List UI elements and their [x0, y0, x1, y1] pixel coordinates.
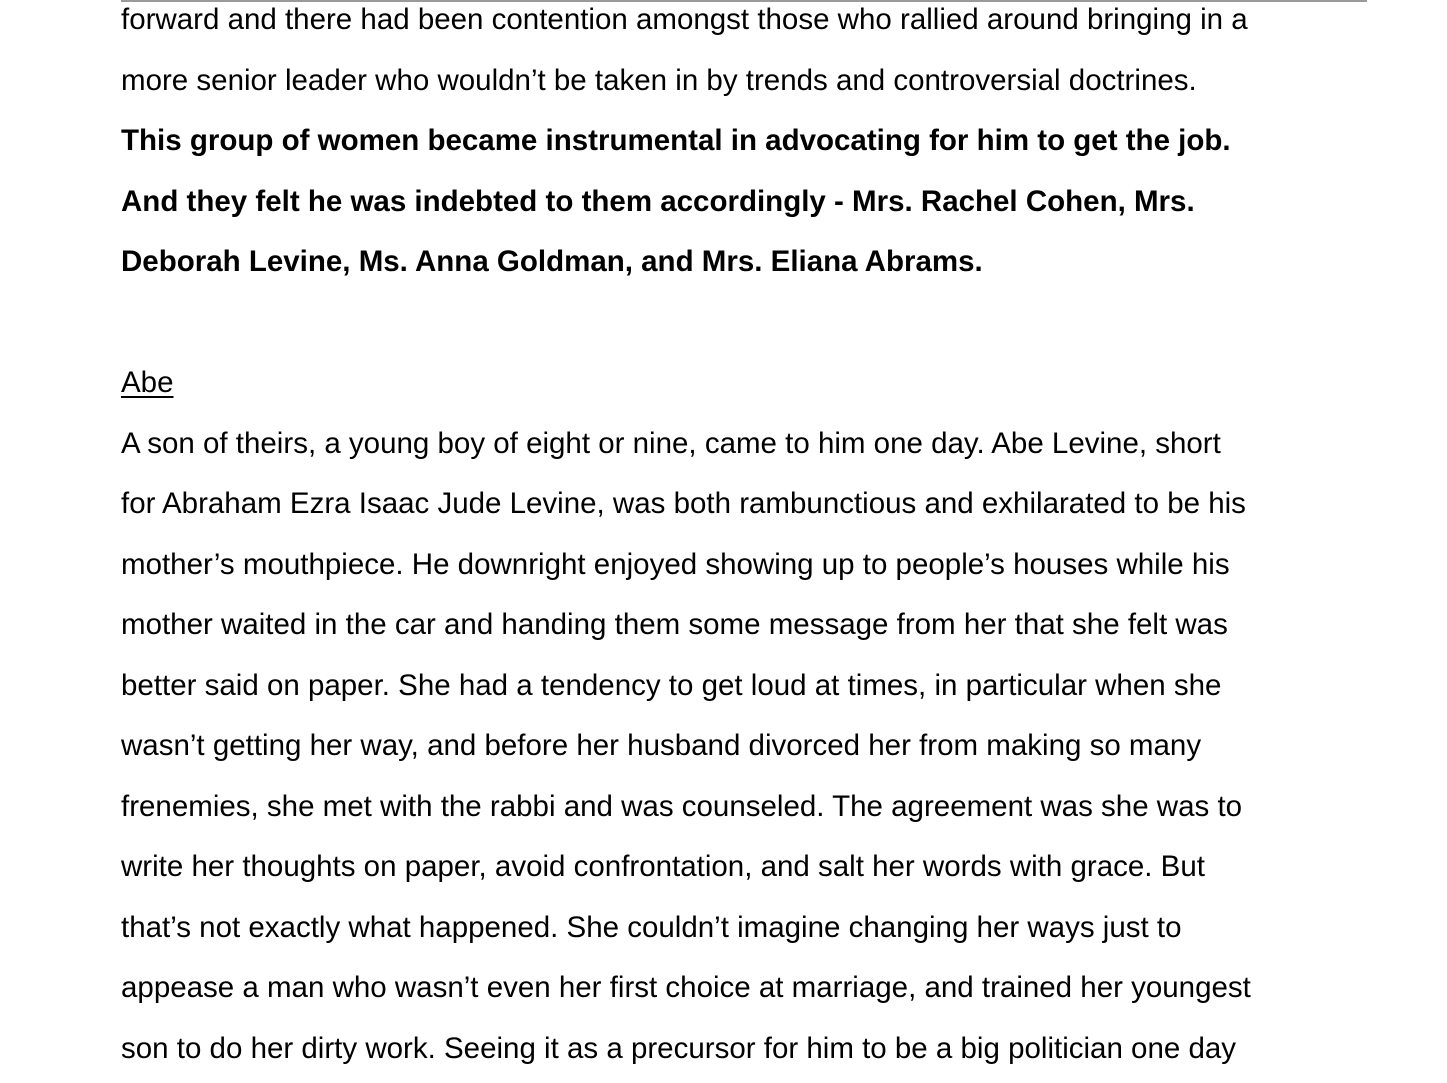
text-line: son to do her dirty work. Seeing it as a precursor for him to be a big politician one day: [121, 1031, 1237, 1065]
text-line: forward and there had been contention amongst those who rallied around bringing in a: [121, 3, 1248, 36]
text-line: more senior leader who wouldn’t be taken in by trends and controversial doctrines.: [121, 63, 1197, 97]
document-page: [121, 0, 1371, 1079]
section-heading-text: Abe: [121, 366, 174, 399]
section-heading: [121, 353, 1371, 414]
text-line: frenemies, she met with the rabbi and was counseled. The agreement was she was to: [121, 789, 1243, 823]
blank-line: [121, 293, 1371, 354]
text-line: better said on paper. She had a tendency to get loud at times, in particular when she: [121, 668, 1222, 702]
text-line: appease a man who wasn’t even her first choice at marriage, and trained her youngest: [121, 971, 1251, 1004]
bold-text-line: And they felt he was indebted to them accordingly - Mrs. Rachel Cohen, Mrs.: [121, 184, 1195, 218]
text-line: write her thoughts on paper, avoid confrontation, and salt her words with grace. But: [121, 850, 1205, 883]
text-line: mother waited in the car and handing them some message from her that she felt was: [121, 608, 1228, 641]
text-line: that’s not exactly what happened. She couldn’t imagine changing her ways just to: [121, 910, 1182, 944]
text-line: mother’s mouthpiece. He downright enjoyed showing up to people’s houses while his: [121, 547, 1230, 581]
bold-text-line: Deborah Levine, Ms. Anna Goldman, and Mrs. Eliana Abrams.: [121, 245, 983, 278]
text-line: for Abraham Ezra Isaac Jude Levine, was both rambunctious and exhilarated to be his: [121, 487, 1246, 520]
text-line: wasn’t getting her way, and before her husband divorced her from making so many: [121, 729, 1202, 762]
bold-text-line: This group of women became instrumental in advocating for him to get the job.: [121, 124, 1231, 157]
text-line: A son of theirs, a young boy of eight or nine, came to him one day. Abe Levine, short: [121, 426, 1221, 460]
